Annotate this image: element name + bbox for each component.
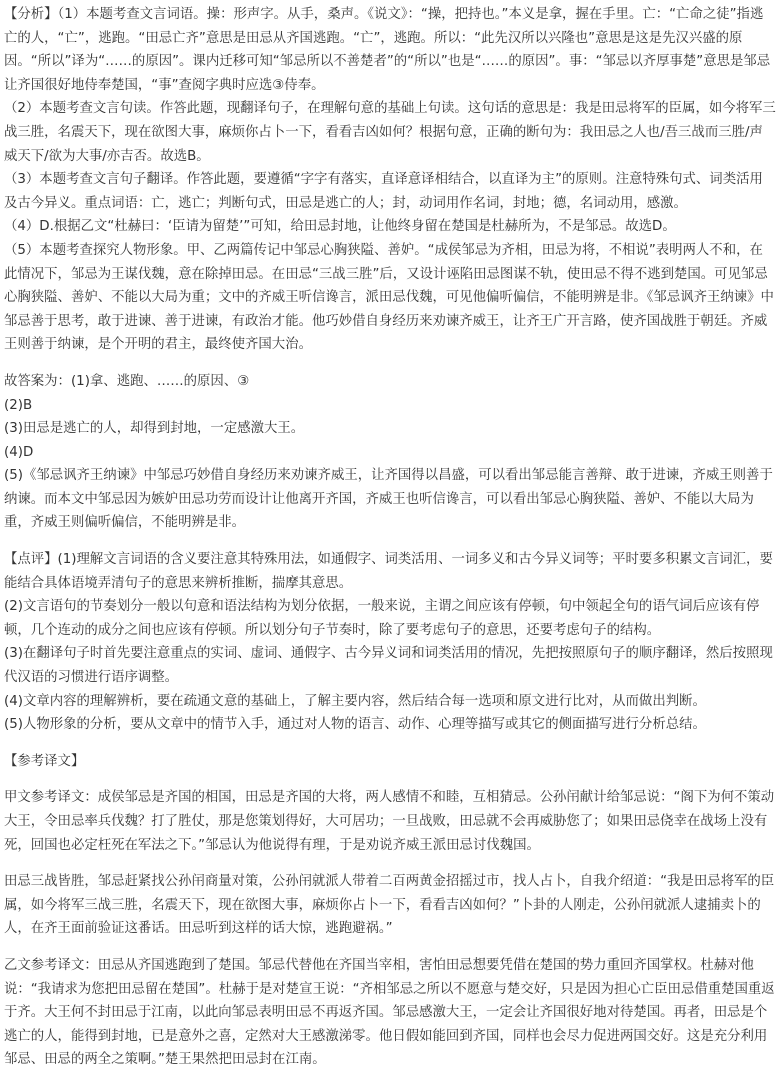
analysis-q5: （5）本题考查探究人物形象。甲、乙两篇传记中邹忌心胸狭隘、善妒。“成侯邹忌为齐相，田忌为将，不相说”表明两人不和，在此情况下，邹忌为王谋伐魏，意在除掉田忌。在田忌“三战三胜”后，又设计诬陷田忌图谋不轨，使田忌不得不逃到楚国。可见邹忌心胸狭隘、善妒、不能以大局为重；文中的齐威王听信谗言，派田忌伐魏，可见他偏听偏信，不能明辨是非。《邹忌讽齐王纳谏》中邹忌善于思考，敢于进谏、善于进谏，有政治才能。他巧妙借自身经历来劝谏齐威王，让齐王广开言路，使齐国战胜于朝廷。齐威王则善于纳谏，是个开明的君主，最终使齐国大治。 (4, 242, 774, 353)
translation-paragraph: 乙文参考译文：田忌从齐国逃跑到了楚国。邹忌代替他在齐国当宰相，害怕田忌想要凭借在楚国的势力重回齐国掌权。杜赫对他说：“我请求为您把田忌留在楚国”。杜赫于是对楚宣王说：“齐相邹忌之所以不愿意与楚交好，只是因为担心亡臣田忌借重楚国重返于齐。大王何不封田忌于江南，以此向邹忌表明田忌不再返齐国。邹忌感激大王，一定会让齐国很好地对待楚国。再者，田忌是个逃亡的人，能得到封地，已是意外之喜，定然对大王感激涕零。他日假如能回到齐国，同样也会尽力促进两国交好。这是充分利用邹忌、田忌的两全之策啊。”楚王果然把田忌封在江南。 (4, 957, 775, 1068)
answer-line: (4)D (4, 444, 34, 460)
answer-line: 故答案为：(1)拿、逃跑、……的原因、③ (4, 373, 250, 389)
translation-paragraph: 田忌三战皆胜，邹忌赶紧找公孙闬商量对策，公孙闬就派人带着二百两黄金招摇过市，找人占卜，自我介绍道：“我是田忌将军的臣属，如今将军三战三胜，名震天下，现在欲图大事，麻烦你占卜一下，看看吉凶如何？”卜卦的人刚走，公孙闬就派人逮捕卖卜的人，在齐王面前验证这番话。田忌听到这样的话大惊，逃跑避祸。” (4, 874, 775, 937)
comment-line: 【点评】(1)理解文言词语的含义要注意其特殊用法，如通假字、词类活用、一词多义和古今异义词等；平时要多积累文言词汇，要能结合具体语境弄清句子的意思来辨析推断，揣摩其意思。 (4, 552, 773, 591)
translation-yi (4, 954, 776, 1072)
answer-line: (5)《邹忌讽齐王纳谏》中邹忌巧妙借自身经历来劝谏齐威王，让齐国得以昌盛，可以看出邹忌能言善辩、敢于进谏，齐威王则善于纳谏。而本文中邹忌因为嫉妒田忌功劳而设计让他离开齐国，齐威王也听信谗言，可以看出邹忌心胸狭隘、善妒、不能以大局为重，齐威王则偏听偏信，不能明辨是非。 (4, 468, 773, 531)
analysis-q2: （2）本题考查文言句读。作答此题，现翻译句子，在理解句意的基础上句读。这句话的意思是：我是田忌将军的臣属，如今将军三战三胜，名震天下，现在欲图大事，麻烦你占卜一下，看看吉凶如何？根据句意，正确的断句为：我田忌之人也/吾三战而三胜/声威天下/欲为大事/亦吉否。故选B。 (4, 101, 776, 164)
analysis-section (4, 3, 776, 357)
reference-heading: 【参考译文】 (4, 753, 85, 769)
answer-line: (2)B (4, 397, 33, 413)
comment-line: (3)在翻译句子时首先要注意重点的实词、虚词、通假字、古今异义词和词类活用的情况，先把按照原句子的顺序翻译，然后按照现代汉语的习惯进行语序调整。 (4, 646, 773, 686)
answer-line: (3)田忌是逃亡的人，却得到封地，一定感激大王。 (4, 421, 305, 437)
comments-section (4, 548, 776, 737)
translation-paragraph: 甲文参考译文：成侯邹忌是齐国的相国，田忌是齐国的大将，两人感情不和睦，互相猜忌。公孙闬献计给邹忌说：“阁下为何不策动大王，令田忌率兵伐魏？打了胜仗，那是您策划得好，大可居功；一旦战败，田忌就不会再威胁您了；如果田忌侥幸在战场上没有死，回国也必定枉死在军法之下。”邹忌认为他说得有理，于是劝说齐威王派田忌讨伐魏国。 (4, 790, 775, 853)
comment-line: (2)文言语句的节奏划分一般以句意和语法结构为划分依据，一般来说，主谓之间应该有停顿，句中领起全句的语气词后应该有停顿，几个连动的成分之间也应该有停顿。所以划分句子节奏时，除了要考虑句子的意思，还要考虑句子的结构。 (4, 599, 760, 638)
translation-jia-2 (4, 870, 776, 941)
analysis-q1: 【分析】（1）本题考查文言词语。操：形声字。从手，桑声。《说文》：“操，把持也。”本义是拿，握在手里。亡：“亡命之徒”指逃亡的人，“亡”，逃跑。“田忌亡齐”意思是田忌从齐国逃跑。“亡”，逃跑。所以：“此先汉所以兴隆也”意思是这是先汉兴盛的原因。“所以”译为“……的原因”。课内迁移可知“邹忌所以不善楚者”的“所以”也是“……的原因”。事：“邹忌以齐厚事楚”意思是邹忌让齐国很好地侍奉楚国，“事”查阅字典时应选③侍奉。 (4, 7, 771, 93)
translation-jia-1 (4, 786, 776, 857)
reference-heading-block (4, 750, 776, 774)
comment-line: (5)人物形象的分析，要从文章中的情节入手，通过对人物的语言、动作、心理等描写或其它的侧面描写进行分析总结。 (4, 717, 706, 733)
analysis-q3: （3）本题考查文言句子翻译。作答此题，要遵循“字字有落实，直译意译相结合，以直译为主”的原则。注意特殊句式、词类活用及古今异义。重点词语：亡，逃亡；判断句式，田忌是逃亡的人；封，动词用作名词，封地；德，名词动用，感激。 (4, 172, 763, 211)
comment-line: (4)文章内容的理解辨析，要在疏通文意的基础上，了解主要内容，然后结合每一选项和原文进行比对，从而做出判断。 (4, 693, 706, 709)
answers-section (4, 370, 776, 535)
analysis-q4: （4）D.根据乙文“杜赫曰：‘臣请为留楚’”可知，给田忌封地，让他终身留在楚国是杜赫所为，不是邹忌。故选D。 (4, 219, 676, 235)
